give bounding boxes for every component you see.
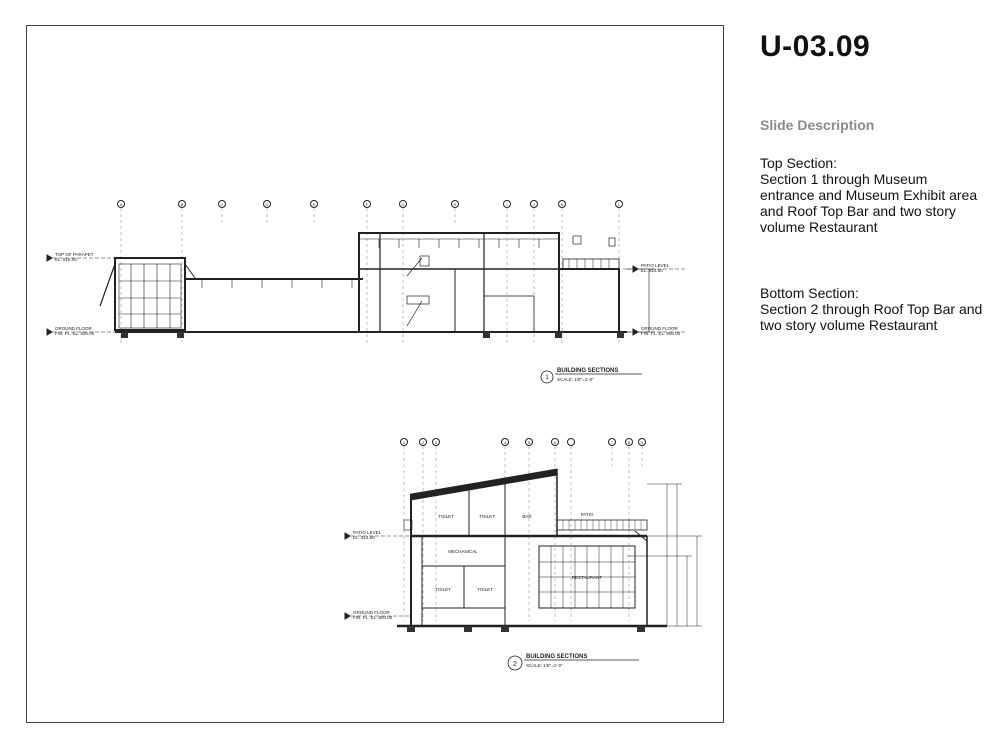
s1-level-parapet: TOP OF PARAPET EL. 816.00 bbox=[55, 252, 94, 262]
s2-title: BUILDING SECTIONS bbox=[526, 654, 588, 660]
s1-grid-label: A bbox=[119, 202, 123, 207]
s1-grid-label: H bbox=[453, 202, 457, 207]
s1-scale: SCALE: 1/8"=1'-0" bbox=[557, 377, 594, 382]
s2-room-toilet-upper-2: TOILET bbox=[479, 514, 495, 519]
architectural-drawing bbox=[27, 26, 725, 724]
s1-grid-label: I bbox=[506, 202, 508, 207]
s2-grid-label: 6 bbox=[553, 440, 557, 445]
description-heading: Slide Description bbox=[760, 117, 875, 133]
bottom-section-description: Bottom Section: Section 2 through Roof Top Bar and two story volume Restaurant bbox=[760, 285, 983, 333]
s2-room-restaurant: RESTAURANT bbox=[571, 575, 603, 580]
s1-grid-label: G bbox=[401, 202, 405, 207]
section-1-grid-lines bbox=[121, 208, 619, 346]
drawing-frame bbox=[26, 25, 724, 723]
s2-grid-label: 1 bbox=[402, 440, 406, 445]
s1-level-ground-right: GROUND FLOOR FIN. FL. EL. 800.00 bbox=[641, 326, 681, 336]
section-2-grid-bubbles bbox=[401, 439, 646, 446]
s2-grid-label: 7 bbox=[610, 440, 614, 445]
s2-grid-label: 8 bbox=[627, 440, 631, 445]
sheet-number: U-03.09 bbox=[760, 30, 871, 63]
s1-grid-label: L bbox=[617, 202, 621, 207]
s2-room-mechanical: MECHANICAL bbox=[448, 549, 478, 554]
s2-room-toilet-lower-2: TOILET bbox=[477, 587, 493, 592]
s2-grid-label: 4 bbox=[503, 440, 507, 445]
s2-room-toilet-lower-1: TOILET bbox=[435, 587, 451, 592]
s1-grid-label: F bbox=[365, 202, 369, 207]
s2-room-patio: PATIO bbox=[580, 512, 594, 517]
s2-grid-label: 9 bbox=[640, 440, 644, 445]
s1-grid-label: D bbox=[265, 202, 269, 207]
s1-grid-label: K bbox=[560, 202, 564, 207]
s1-grid-label: B bbox=[180, 202, 184, 207]
s2-grid-label: 2 bbox=[421, 440, 425, 445]
s1-level-patio: PATIO LEVEL EL. 814.50 bbox=[641, 263, 670, 273]
s2-grid-label: 3 bbox=[434, 440, 438, 445]
section-1-grid-bubbles bbox=[118, 201, 623, 208]
top-section-description: Top Section: Section 1 through Museum entrance and Museum Exhibit area and Roof Top Bar and two story volume Restaurant bbox=[760, 155, 978, 235]
s2-room-bar: BAR bbox=[522, 514, 532, 519]
s1-title: BUILDING SECTIONS bbox=[557, 368, 619, 374]
s1-grid-label: J bbox=[533, 202, 535, 207]
s2-grid-label: 5 bbox=[527, 440, 531, 445]
s1-level-ground: GROUND FLOOR FIN. FL. EL. 800.00 bbox=[55, 326, 95, 336]
s2-level-patio: PATIO LEVEL EL. 814.50 bbox=[353, 530, 382, 540]
s1-grid-label: C bbox=[220, 202, 224, 207]
section-1-drawing bbox=[47, 201, 687, 347]
s2-scale: SCALE: 1/8"=1'-0" bbox=[526, 663, 563, 668]
section-2-level-markers bbox=[345, 533, 411, 619]
s2-number: 2 bbox=[513, 661, 517, 668]
s2-level-ground: GROUND FLOOR FIN. FL. EL. 800.00 bbox=[353, 610, 393, 620]
s1-grid-label: E bbox=[312, 202, 316, 207]
s1-number: 1 bbox=[545, 375, 549, 381]
section-2-drawing bbox=[345, 439, 702, 633]
s2-room-toilet-upper-1: TOILET bbox=[438, 514, 454, 519]
